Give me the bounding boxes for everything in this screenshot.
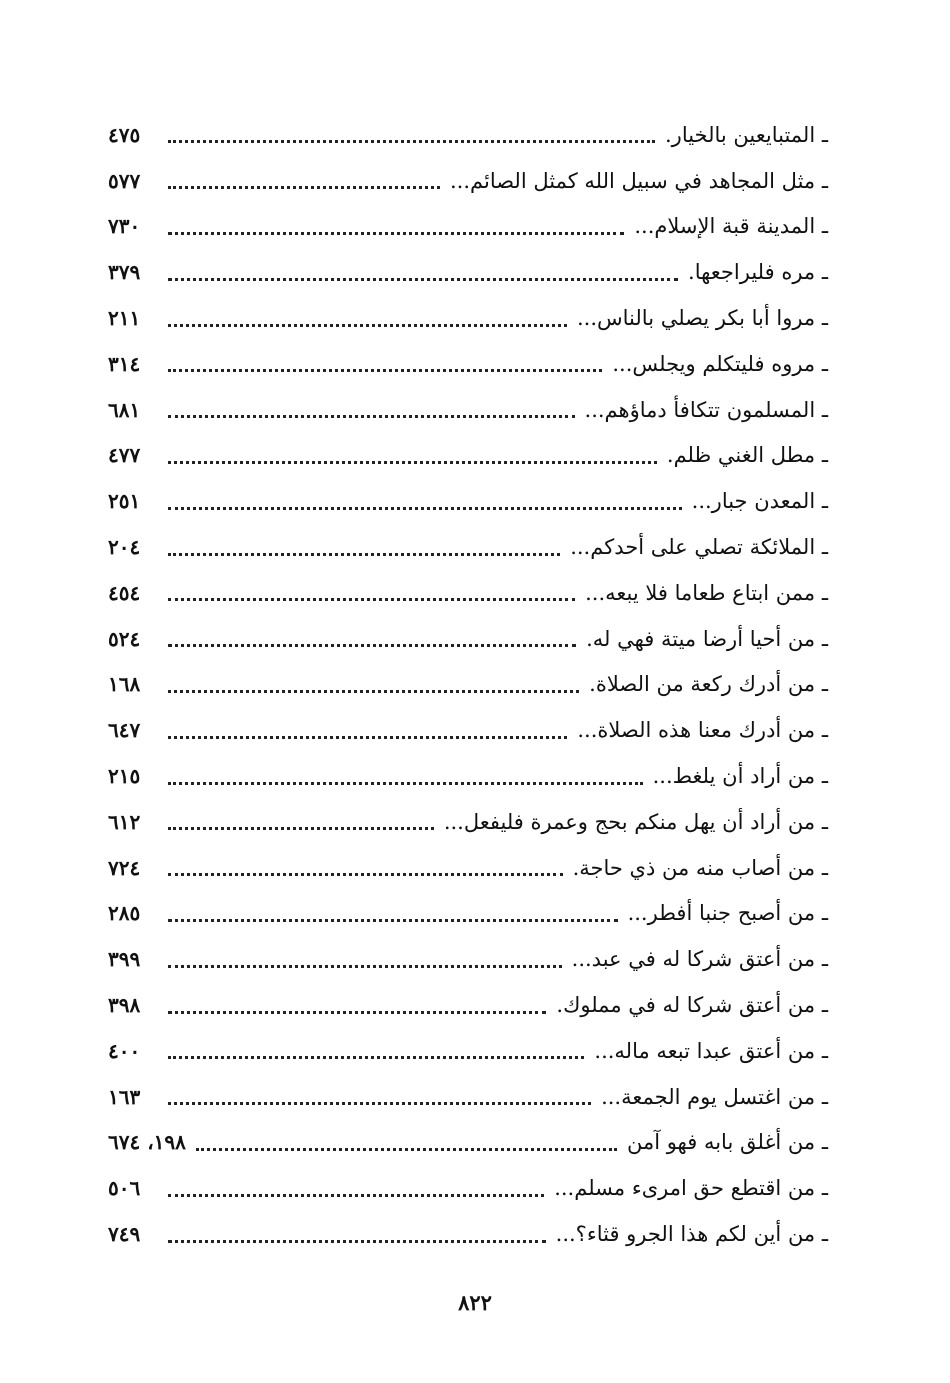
entry-page-number: ٣٩٨: [108, 993, 141, 1018]
entry-text: ـ مثل المجاهد في سبيل الله كمثل الصائم...: [449, 168, 828, 193]
entry-page-number: ٢١١: [108, 306, 141, 331]
index-entry: [108, 1120, 828, 1166]
dot-leader: [168, 324, 567, 327]
index-entry: [108, 753, 828, 799]
entry-page-number: ١٦٨: [108, 672, 141, 697]
entry-page-number: ٣٧٩: [108, 260, 141, 285]
entry-text: ـ من اقتطع حق امرىء مسلم...: [554, 1176, 828, 1201]
index-entry: [108, 1165, 828, 1211]
dot-leader: [168, 461, 657, 464]
hadith-index-list: [108, 112, 828, 1257]
entry-page-number: ١٦٣: [108, 1084, 141, 1109]
entry-text: ـ من أدرك معنا هذه الصلاة...: [577, 718, 828, 743]
entry-text: ـ الملائكة تصلي على أحدكم...: [570, 535, 828, 560]
index-entry: [108, 845, 828, 891]
entry-page-number: ٤٧٥: [108, 122, 141, 147]
index-entry: [108, 616, 828, 662]
index-entry: [108, 1028, 828, 1074]
dot-leader: [168, 736, 567, 739]
index-entry: [108, 478, 828, 524]
index-entry: [108, 570, 828, 616]
entry-text: ـ من أصاب منه من ذي حاجة.: [572, 855, 828, 880]
entry-text: ـ من أراد أن يهل منكم بحج وعمرة فليفعل...: [443, 809, 828, 834]
index-entry: [108, 158, 828, 204]
entry-page-number: ٢٠٤: [108, 535, 141, 560]
entry-text: ـ المعدن جبار...: [691, 489, 828, 514]
entry-page-number: ٣٩٩: [108, 947, 141, 972]
entry-page-number: ٦٤٧: [108, 718, 141, 743]
index-entry: [108, 1074, 828, 1120]
entry-text: ـ من أراد أن يلغط...: [652, 764, 828, 789]
dot-leader: [168, 782, 643, 785]
entry-page-number: ٣١٤: [108, 351, 141, 376]
entry-page-number: ٥٢٤: [108, 626, 141, 651]
dot-leader: [168, 1194, 544, 1197]
index-entry: [108, 1211, 828, 1257]
entry-page-number: ٢٥١: [108, 489, 141, 514]
entry-text: ـ من أين لكم هذا الجرو قثاء؟...: [555, 1222, 828, 1247]
entry-text: ـ مطل الغني ظلم.: [666, 443, 828, 468]
index-entry: [108, 341, 828, 387]
dot-leader: [168, 919, 618, 922]
dot-leader: [168, 827, 434, 830]
dot-leader: [168, 644, 576, 647]
dot-leader: [168, 140, 655, 143]
entry-page-number: ٤٥٤: [108, 580, 141, 605]
index-entry: [108, 204, 828, 250]
entry-text: ـ المدينة قبة الإسلام...: [634, 214, 828, 239]
entry-text: ـ مروا أبا بكر يصلي بالناس...: [577, 306, 828, 331]
entry-text: ـ من أصبح جنبا أفطر...: [627, 901, 828, 926]
entry-text: ـ ممن ابتاع طعاما فلا يبعه...: [585, 580, 828, 605]
index-entry: [108, 387, 828, 433]
entry-text: ـ مره فليراجعها.: [688, 260, 828, 285]
dot-leader: [168, 598, 575, 601]
dot-leader: [168, 507, 682, 510]
index-entry: [108, 707, 828, 753]
dot-leader: [168, 1056, 584, 1059]
index-entry: [108, 936, 828, 982]
index-entry: [108, 433, 828, 479]
entry-text: ـ من أدرك ركعة من الصلاة.: [589, 672, 828, 697]
dot-leader: [168, 415, 575, 418]
entry-page-number: ٢١٥: [108, 764, 141, 789]
entry-page-number: ٤٧٧: [108, 443, 141, 468]
dot-leader: [168, 369, 602, 372]
entry-text: ـ مروه فليتكلم ويجلس...: [612, 351, 828, 376]
dot-leader: [196, 1148, 617, 1151]
dot-leader: [168, 965, 562, 968]
dot-leader: [168, 873, 563, 876]
index-entry: [108, 891, 828, 937]
entry-page-number: ١٩٨، ٦٧٤: [108, 1130, 186, 1155]
index-entry: [108, 249, 828, 295]
dot-leader: [168, 232, 624, 235]
entry-page-number: ٢٨٥: [108, 901, 141, 926]
entry-page-number: ٦١٢: [108, 809, 141, 834]
index-entry: [108, 112, 828, 158]
entry-text: ـ من اغتسل يوم الجمعة...: [601, 1084, 828, 1109]
entry-page-number: ٧٣٠: [108, 214, 141, 239]
entry-page-number: ٦٨١: [108, 397, 141, 422]
index-entry: [108, 662, 828, 708]
entry-page-number: ٤٠٠: [108, 1038, 141, 1063]
page-number: ٨٢٢: [458, 1290, 492, 1315]
entry-page-number: ٧٢٤: [108, 855, 141, 880]
entry-page-number: ٥٠٦: [108, 1176, 141, 1201]
entry-text: ـ المتبايعين بالخيار.: [665, 122, 828, 147]
entry-text: ـ من أعتق شركا له في مملوك.: [556, 993, 828, 1018]
index-entry: [108, 982, 828, 1028]
entry-text: ـ من أعتق عبدا تبعه ماله...: [594, 1038, 828, 1063]
entry-text: ـ من أغلق بابه فهو آمن: [626, 1130, 828, 1155]
dot-leader: [168, 1102, 591, 1105]
index-entry: [108, 524, 828, 570]
index-entry: [108, 295, 828, 341]
dot-leader: [168, 1011, 546, 1014]
entry-page-number: ٥٧٧: [108, 168, 141, 193]
entry-text: ـ المسلمون تتكافأ دماؤهم...: [584, 397, 828, 422]
entry-text: ـ من أحيا أرضا ميتة فهي له.: [586, 626, 828, 651]
index-entry: [108, 799, 828, 845]
dot-leader: [168, 1240, 546, 1243]
dot-leader: [168, 186, 440, 189]
dot-leader: [168, 690, 579, 693]
dot-leader: [168, 278, 678, 281]
entry-page-number: ٧٤٩: [108, 1222, 141, 1247]
dot-leader: [168, 553, 560, 556]
entry-text: ـ من أعتق شركا له في عبد...: [571, 947, 828, 972]
